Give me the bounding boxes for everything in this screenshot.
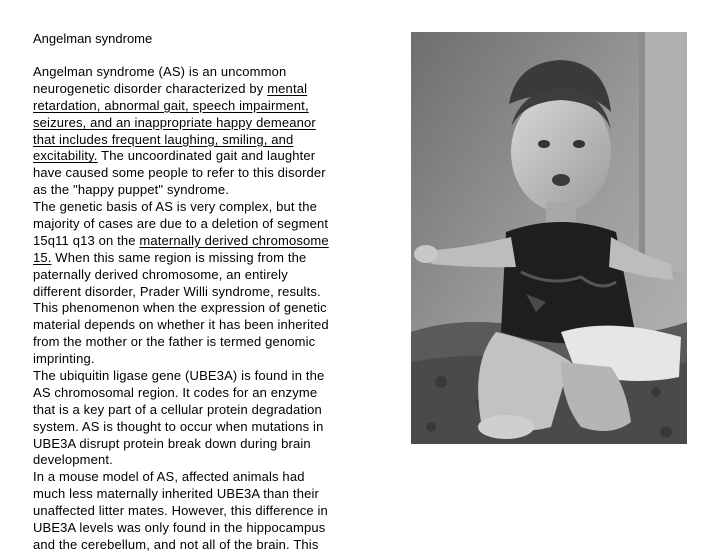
underlined-term: that includes frequent laughing, smiling, and: [33, 131, 294, 147]
text-line: [33, 64, 373, 81]
underlined-term: 15.: [33, 249, 52, 265]
document-title: Angelman syndrome: [33, 31, 153, 46]
text-line: [33, 537, 373, 554]
text-segment: neurogenetic disorder characterized by: [33, 80, 268, 96]
text-line: [33, 520, 373, 537]
text-segment: unaffected litter mates. However, this difference in: [33, 503, 328, 519]
text-segment: as the "happy puppet" syndrome.: [33, 182, 229, 198]
text-line: [33, 503, 373, 520]
text-segment: development.: [33, 452, 113, 468]
text-segment: The ubiquitin ligase gene (UBE3A) is found in the: [33, 368, 325, 384]
text-line: [33, 216, 373, 233]
text-segment: from the mother or the father is termed genomic: [33, 334, 316, 350]
text-line: [33, 351, 373, 368]
text-line: [33, 300, 373, 317]
underlined-term: seizures, and an inappropriate happy demeanor: [33, 114, 316, 130]
text-segment: system. AS is thought to occur when mutations in: [33, 418, 324, 434]
body-text: [33, 64, 373, 554]
text-line: [33, 233, 373, 250]
text-line: [33, 334, 373, 351]
underlined-term: retardation, abnormal gait, speech impairment,: [33, 97, 309, 113]
photo-child-sitting: [411, 32, 687, 444]
text-line: [33, 469, 373, 486]
text-segment: different disorder, Prader Willi syndrome, results.: [33, 283, 321, 299]
text-segment: When this same region is missing from the: [51, 249, 307, 265]
underlined-term: maternally derived chromosome: [139, 232, 329, 248]
text-segment: AS chromosomal region. It codes for an enzyme: [33, 384, 318, 400]
text-segment: and the cerebellum, and not all of the brain. This: [33, 536, 319, 552]
text-segment: In a mouse model of AS, affected animals had: [33, 469, 305, 485]
text-line: [33, 419, 373, 436]
text-segment: The uncoordinated gait and laughter: [97, 148, 316, 164]
text-line: [33, 317, 373, 334]
text-line: [33, 81, 373, 98]
text-segment: material depends on whether it has been inherited: [33, 317, 329, 333]
text-line: [33, 452, 373, 469]
text-line: [33, 267, 373, 284]
text-segment: 15q11 q13 on the: [33, 232, 140, 248]
underlined-term: excitability.: [33, 148, 98, 164]
text-segment: that is a key part of a cellular protein degradation: [33, 401, 322, 417]
text-line: [33, 284, 373, 301]
text-segment: This phenomenon when the expression of genetic: [33, 300, 327, 316]
text-segment: majority of cases are due to a deletion of segment: [33, 216, 329, 232]
text-line: [33, 402, 373, 419]
text-segment: much less maternally inherited UBE3A than their: [33, 486, 319, 502]
text-line: [33, 165, 373, 182]
text-segment: have caused some people to refer to this disorder: [33, 165, 326, 181]
text-segment: paternally derived chromosome, an entirely: [33, 266, 288, 282]
text-line: [33, 385, 373, 402]
text-line: [33, 98, 373, 115]
text-segment: UBE3A disrupt protein break down during brain: [33, 435, 311, 451]
text-line: [33, 486, 373, 503]
text-line: [33, 250, 373, 267]
text-segment: imprinting.: [33, 351, 95, 367]
underlined-term: mental: [267, 80, 308, 96]
text-line: [33, 148, 373, 165]
text-line: [33, 199, 373, 216]
text-line: [33, 115, 373, 132]
text-line: [33, 132, 373, 149]
text-line: [33, 436, 373, 453]
text-segment: Angelman syndrome (AS) is an uncommon: [33, 64, 287, 79]
text-segment: UBE3A levels was only found in the hippocampus: [33, 520, 326, 536]
text-line: [33, 182, 373, 199]
text-line: [33, 368, 373, 385]
text-segment: The genetic basis of AS is very complex, but the: [33, 199, 317, 215]
